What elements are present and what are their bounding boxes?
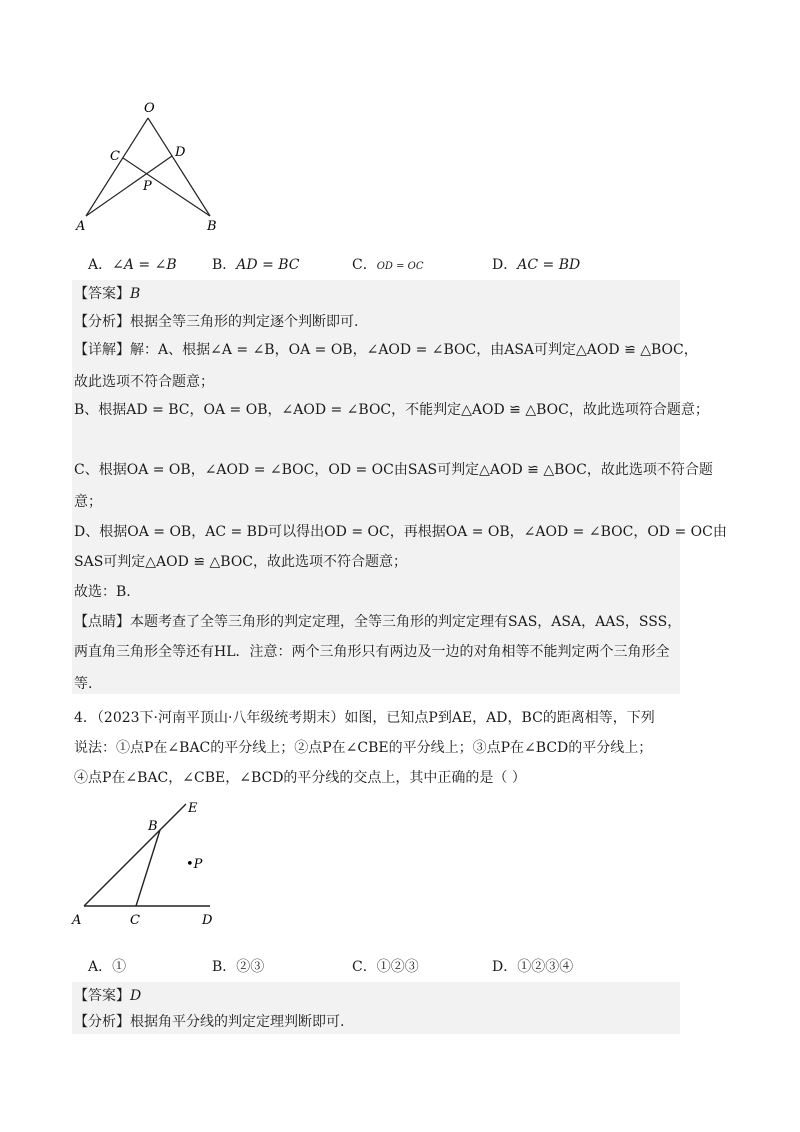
q4-stem-line-3: ④点P在∠BAC，∠CBE，∠BCD的平分线的交点上，其中正确的是（ ） [74, 770, 526, 786]
q3-detail-line-9: 【点睛】本题考查了全等三角形的判定定理，全等三角形的判定定理有SAS，ASA，AAS，SSS， [74, 614, 682, 630]
label-a: A [76, 219, 86, 234]
label-p: P [143, 179, 152, 194]
q3-detail-line-6: D、根据OA = OB，AC = BD可以得出OD = OC，再根据OA = OB，∠AOD = ∠BOC，OD = OC由 [74, 524, 727, 540]
q4-option-b[interactable]: B．②③ [212, 959, 265, 975]
q4-option-c[interactable]: C．①②③ [352, 959, 419, 975]
q3-option-c[interactable]: C．OD = OC [352, 257, 424, 273]
q4-option-d[interactable]: D．①②③④ [492, 959, 574, 975]
q4-analysis: 【分析】根据角平分线的判定定理判断即可. [74, 1014, 345, 1030]
label-c2: C [130, 913, 140, 928]
q3-detail-line-3: B、根据AD = BC，OA = OB，∠AOD = ∠BOC，不能判定△AOD ≌ △BOC，故此选项符合题意； [74, 402, 709, 418]
q3-analysis: 【分析】根据全等三角形的判定逐个判断即可. [74, 314, 359, 330]
q3-option-a[interactable]: A．∠A = ∠B [88, 257, 177, 273]
q4-stem-line-2: 说法：①点P在∠BAC的平分线上；②点P在∠CBE的平分线上；③点P在∠BCD的平分线上； [74, 740, 653, 756]
q4-option-a[interactable]: A．① [88, 959, 127, 975]
q3-detail-line-5: 意； [74, 494, 102, 510]
label-o: O [144, 101, 155, 116]
segment-ob [148, 118, 210, 216]
label-a2: A [72, 913, 82, 928]
q4-answer: 【答案】D [74, 988, 142, 1004]
label-c: C [110, 149, 120, 164]
segment-oa [86, 118, 148, 216]
label-p2: •P [186, 857, 203, 872]
q3-detail-line-11: 等. [74, 676, 93, 692]
q3-option-d[interactable]: D．AC = BD [492, 257, 581, 273]
q3-detail-line-4: C、根据OA = OB，∠AOD = ∠BOC，OD = OC由SAS可判定△AOD ≌ △BOC，故此选项不符合题 [74, 462, 713, 478]
label-d: D [175, 145, 186, 160]
q3-detail-line-10: 两直角三角形全等还有HL．注意：两个三角形只有两边及一边的对角相等不能判定两个三角形全 [74, 644, 670, 660]
q3-answer: 【答案】B [74, 286, 141, 302]
segment-ad [86, 156, 172, 216]
q3-detail-line-7: SAS可判定△AOD ≌ △BOC，故此选项不符合题意； [74, 554, 408, 570]
label-e: E [188, 801, 198, 816]
ray-ae [84, 804, 186, 906]
q3-detail-line-2: 故此选项不符合题意； [74, 374, 214, 390]
label-b2: B [148, 819, 158, 834]
label-b: B [207, 219, 217, 234]
segment-bc [123, 158, 210, 216]
q3-option-b[interactable]: B．AD = BC [212, 257, 300, 273]
figure-triangle-oab [70, 98, 230, 238]
q3-detail-line-8: 故选：B. [74, 584, 131, 600]
figure-angle-p [70, 792, 260, 932]
q3-detail-line-1: 【详解】解：A、根据∠A = ∠B，OA = OB，∠AOD = ∠BOC，由ASA可判定△AOD ≌ △BOC， [74, 342, 698, 358]
label-d2: D [202, 913, 213, 928]
q4-stem-line-1: 4．（2023下·河南平顶山·八年级统考期末）如图，已知点P到AE，AD，BC的距离相等，下列 [74, 710, 655, 726]
